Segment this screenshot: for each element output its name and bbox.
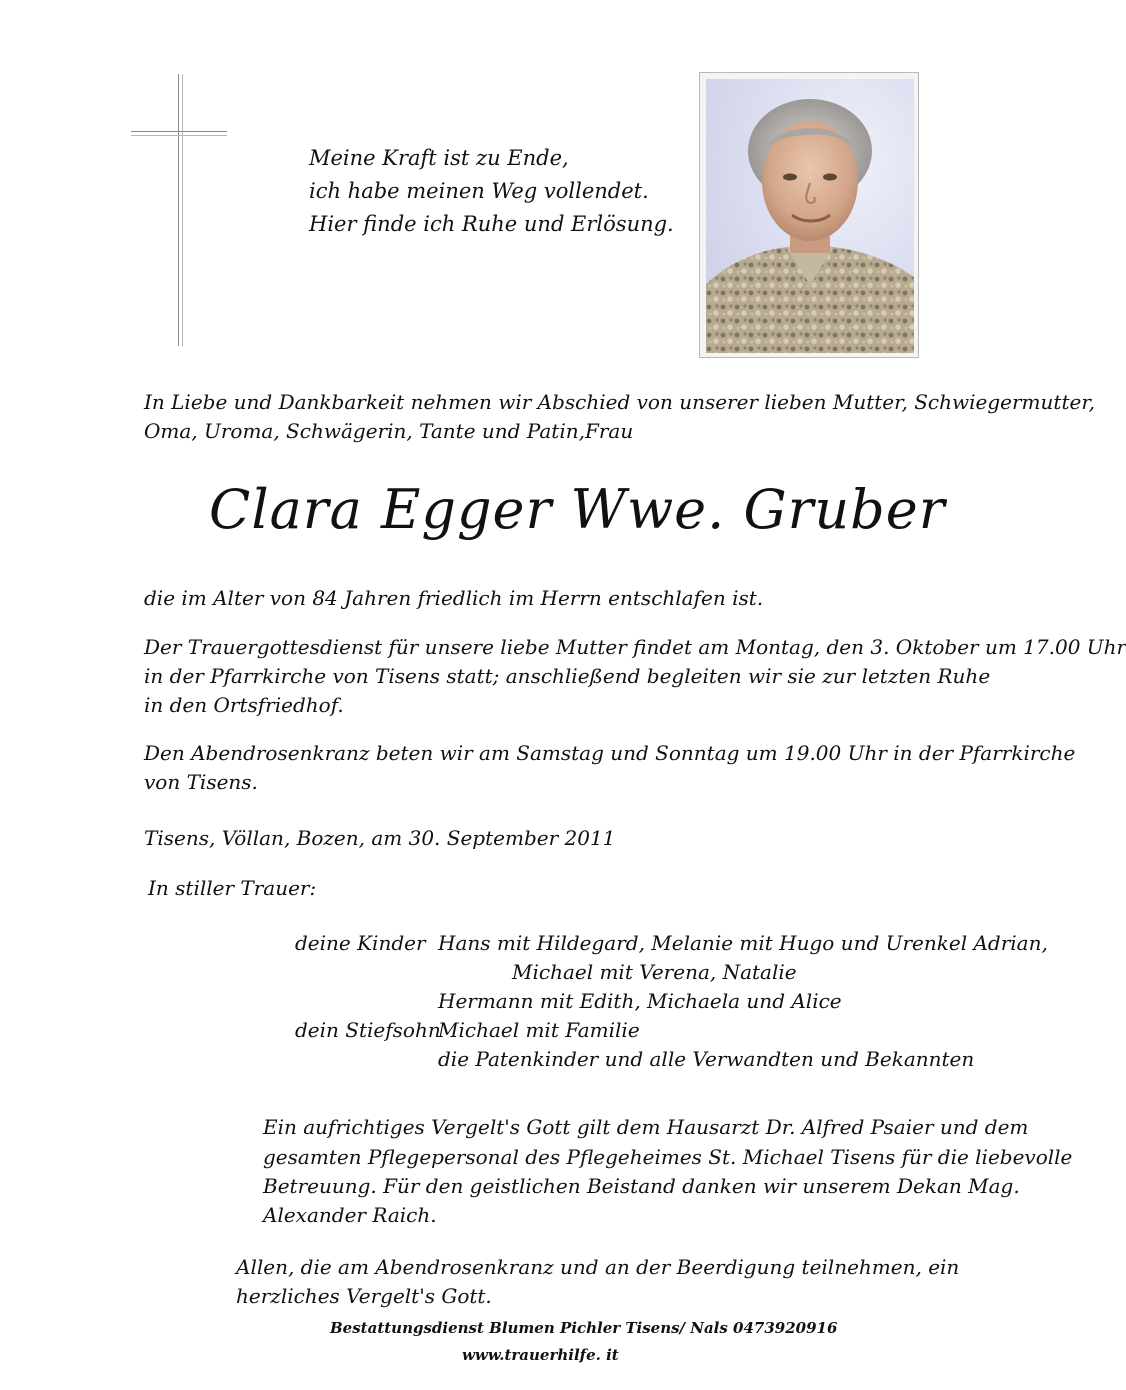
poem-line: Meine Kraft ist zu Ende, [309, 146, 569, 170]
others-line: die Patenkinder und alle Verwandten und Bekannten [438, 1047, 975, 1071]
cross-vertical-bar-shadow [182, 74, 183, 346]
stepson-line: Michael mit Familie [438, 1018, 640, 1042]
children-line: Michael mit Verena, Natalie [512, 960, 797, 984]
thanks-line: Alexander Raich. [263, 1203, 437, 1227]
portrait-photo [706, 79, 914, 353]
stepson-label: dein Stiefsohn [295, 1018, 441, 1042]
cross-horizontal-bar-shadow [131, 135, 227, 136]
rosary-line: von Tisens. [144, 770, 258, 794]
children-line: Hans mit Hildegard, Melanie mit Hugo und Urenkel Adrian, [438, 931, 1048, 955]
thanks-line: Betreuung. Für den geistlichen Beistand danken wir unserem Dekan Mag. [263, 1174, 1020, 1198]
intro-line: In Liebe und Dankbarkeit nehmen wir Abschied von unserer lieben Mutter, Schwiegermutter, [144, 390, 1096, 414]
cross-horizontal-bar [131, 131, 227, 132]
place-date: Tisens, Völlan, Bozen, am 30. September 2011 [144, 826, 616, 850]
cross-vertical-bar [178, 74, 179, 346]
closing-line: herzliches Vergelt's Gott. [236, 1284, 492, 1308]
service-line: in den Ortsfriedhof. [144, 693, 344, 717]
poem-line: Hier finde ich Ruhe und Erlösung. [309, 212, 674, 236]
children-label: deine Kinder [295, 931, 426, 955]
service-line: Der Trauergottesdienst für unsere liebe Mutter findet am Montag, den 3. Oktober um 17.00 Uhr [144, 635, 1126, 659]
poem-line: ich habe meinen Weg vollendet. [309, 179, 649, 203]
children-line: Hermann mit Edith, Michaela und Alice [438, 989, 842, 1013]
thanks-line: Ein aufrichtiges Vergelt's Gott gilt dem Hausarzt Dr. Alfred Psaier und dem [263, 1115, 1029, 1139]
service-line: in der Pfarrkirche von Tisens statt; anschließend begleiten wir sie zur letzten Ruhe [144, 664, 991, 688]
mourning-label: In stiller Trauer: [148, 876, 317, 900]
intro-line: Oma, Uroma, Schwägerin, Tante und Patin,Frau [144, 419, 634, 443]
closing-line: Allen, die am Abendrosenkranz und an der Beerdigung teilnehmen, ein [236, 1255, 960, 1279]
undertaker-info: Bestattungsdienst Blumen Pichler Tisens/ Nals 0473920916 [330, 1319, 838, 1337]
thanks-line: gesamten Pflegepersonal des Pflegeheimes St. Michael Tisens für die liebevolle [263, 1145, 1073, 1169]
rosary-line: Den Abendrosenkranz beten wir am Samstag und Sonntag um 19.00 Uhr in der Pfarrkirche [144, 741, 1076, 765]
website-link[interactable]: www.trauerhilfe. it [462, 1346, 619, 1364]
age-line: die im Alter von 84 Jahren friedlich im Herrn entschlafen ist. [144, 586, 764, 610]
